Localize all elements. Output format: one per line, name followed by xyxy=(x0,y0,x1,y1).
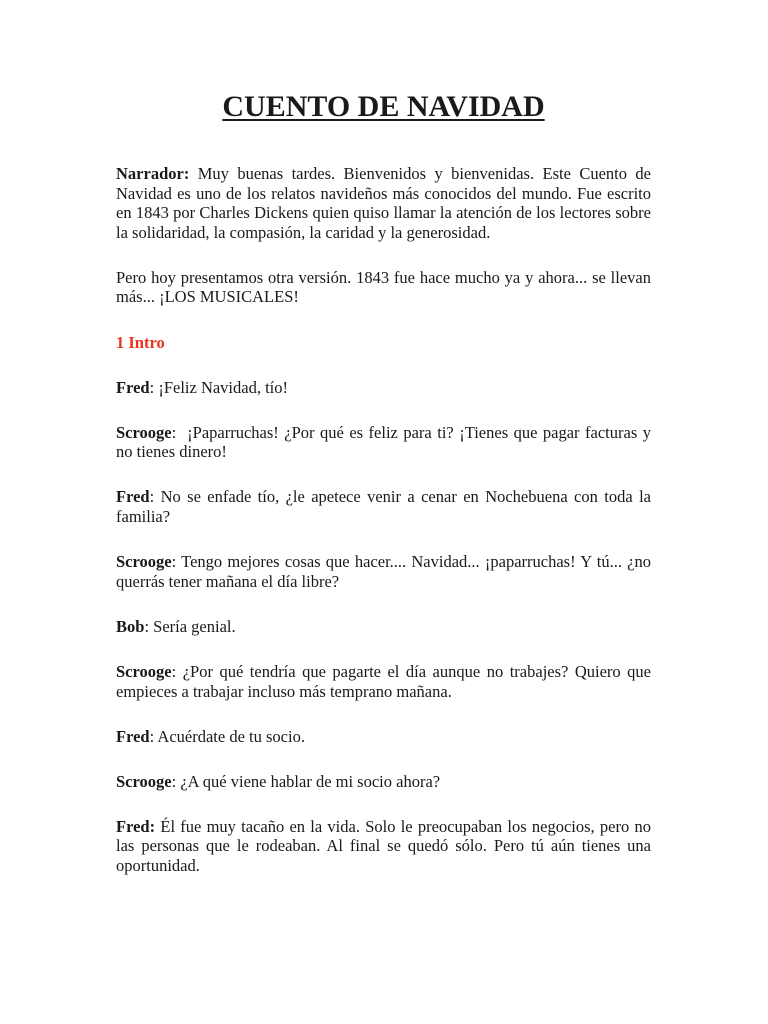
dialogue-text: ¡Paparruchas! ¿Por qué es feliz para ti? ¡Tienes que pagar facturas y no tienes dinero! xyxy=(116,422,651,462)
speaker-separator xyxy=(189,164,197,183)
paragraph-text: Pero hoy presentamos otra versión. 1843 fue hace mucho ya y ahora... se llevan más... ¡LOS MUSICALES! xyxy=(116,267,651,307)
speaker-label: Narrador: xyxy=(116,164,190,183)
dialogue-text: ¿A qué viene hablar de mi socio ahora? xyxy=(180,771,441,791)
dialogue-text: Tengo mejores cosas que hacer.... Navidad... ¡paparruchas! Y tú... ¿no querrás tener mañana el día libre? xyxy=(116,552,651,591)
dialogue-text: Acuérdate de tu socio. xyxy=(157,726,305,746)
dialogue-line xyxy=(116,552,651,591)
speaker-separator: : xyxy=(171,771,181,791)
speaker-separator: : xyxy=(149,377,159,397)
intro-paragraph xyxy=(116,268,651,307)
speaker-label: Fred xyxy=(116,487,150,507)
dialogue-text: No se enfade tío, ¿le apetece venir a cenar en Nochebuena con toda la familia? xyxy=(116,487,651,527)
speaker-separator: : xyxy=(171,661,183,681)
section-heading: 1 Intro xyxy=(116,332,165,352)
speaker-label: Fred: xyxy=(116,816,156,836)
speaker-label: Scrooge xyxy=(116,552,172,572)
dialogue-line xyxy=(116,487,651,526)
speaker-label: Scrooge xyxy=(116,771,172,791)
speaker-label: Bob xyxy=(116,616,145,636)
narrator-paragraph xyxy=(116,164,651,242)
speaker-label: Fred xyxy=(116,377,150,397)
document-title: CUENTO DE NAVIDAD xyxy=(222,90,545,123)
dialogue-line xyxy=(116,727,651,747)
dialogue-line xyxy=(116,772,651,792)
speaker-separator: : xyxy=(149,726,158,746)
speaker-separator: : xyxy=(171,422,188,442)
dialogue-text: Él fue muy tacaño en la vida. Solo le preocupaban los negocios, pero no las personas que le rodeaban. Al final se quedó sólo. Pero tú aún tienes una oportunidad. xyxy=(116,816,651,875)
dialogue-line xyxy=(116,378,651,398)
dialogue-line xyxy=(116,423,651,462)
speaker-label: Scrooge xyxy=(116,661,172,681)
dialogue-text: ¿Por qué tendría que pagarte el día aunque no trabajes? Quiero que empieces a trabajar incluso más temprano mañana. xyxy=(116,661,651,701)
speaker-separator: : xyxy=(171,552,182,572)
dialogue-line xyxy=(116,662,651,701)
paragraph-text: Muy buenas tardes. Bienvenidos y bienvenidas. Este Cuento de Navidad es uno de los relatos navideños más conocidos del mundo. Fue escrito en 1843 por Charles Dickens quien quiso llamar la atención de los lectores sobre la solidaridad, la compasión, la caridad y la generosidad. xyxy=(116,164,651,242)
speaker-label: Fred xyxy=(116,726,150,746)
speaker-separator: : xyxy=(144,616,154,636)
dialogue-text: ¡Feliz Navidad, tío! xyxy=(158,377,288,397)
dialogue-line xyxy=(116,617,651,637)
dialogue-line xyxy=(116,817,651,876)
speaker-separator: : xyxy=(149,487,161,507)
speaker-label: Scrooge xyxy=(116,422,172,442)
document-page xyxy=(116,88,651,901)
dialogue-text: Sería genial. xyxy=(153,616,236,636)
